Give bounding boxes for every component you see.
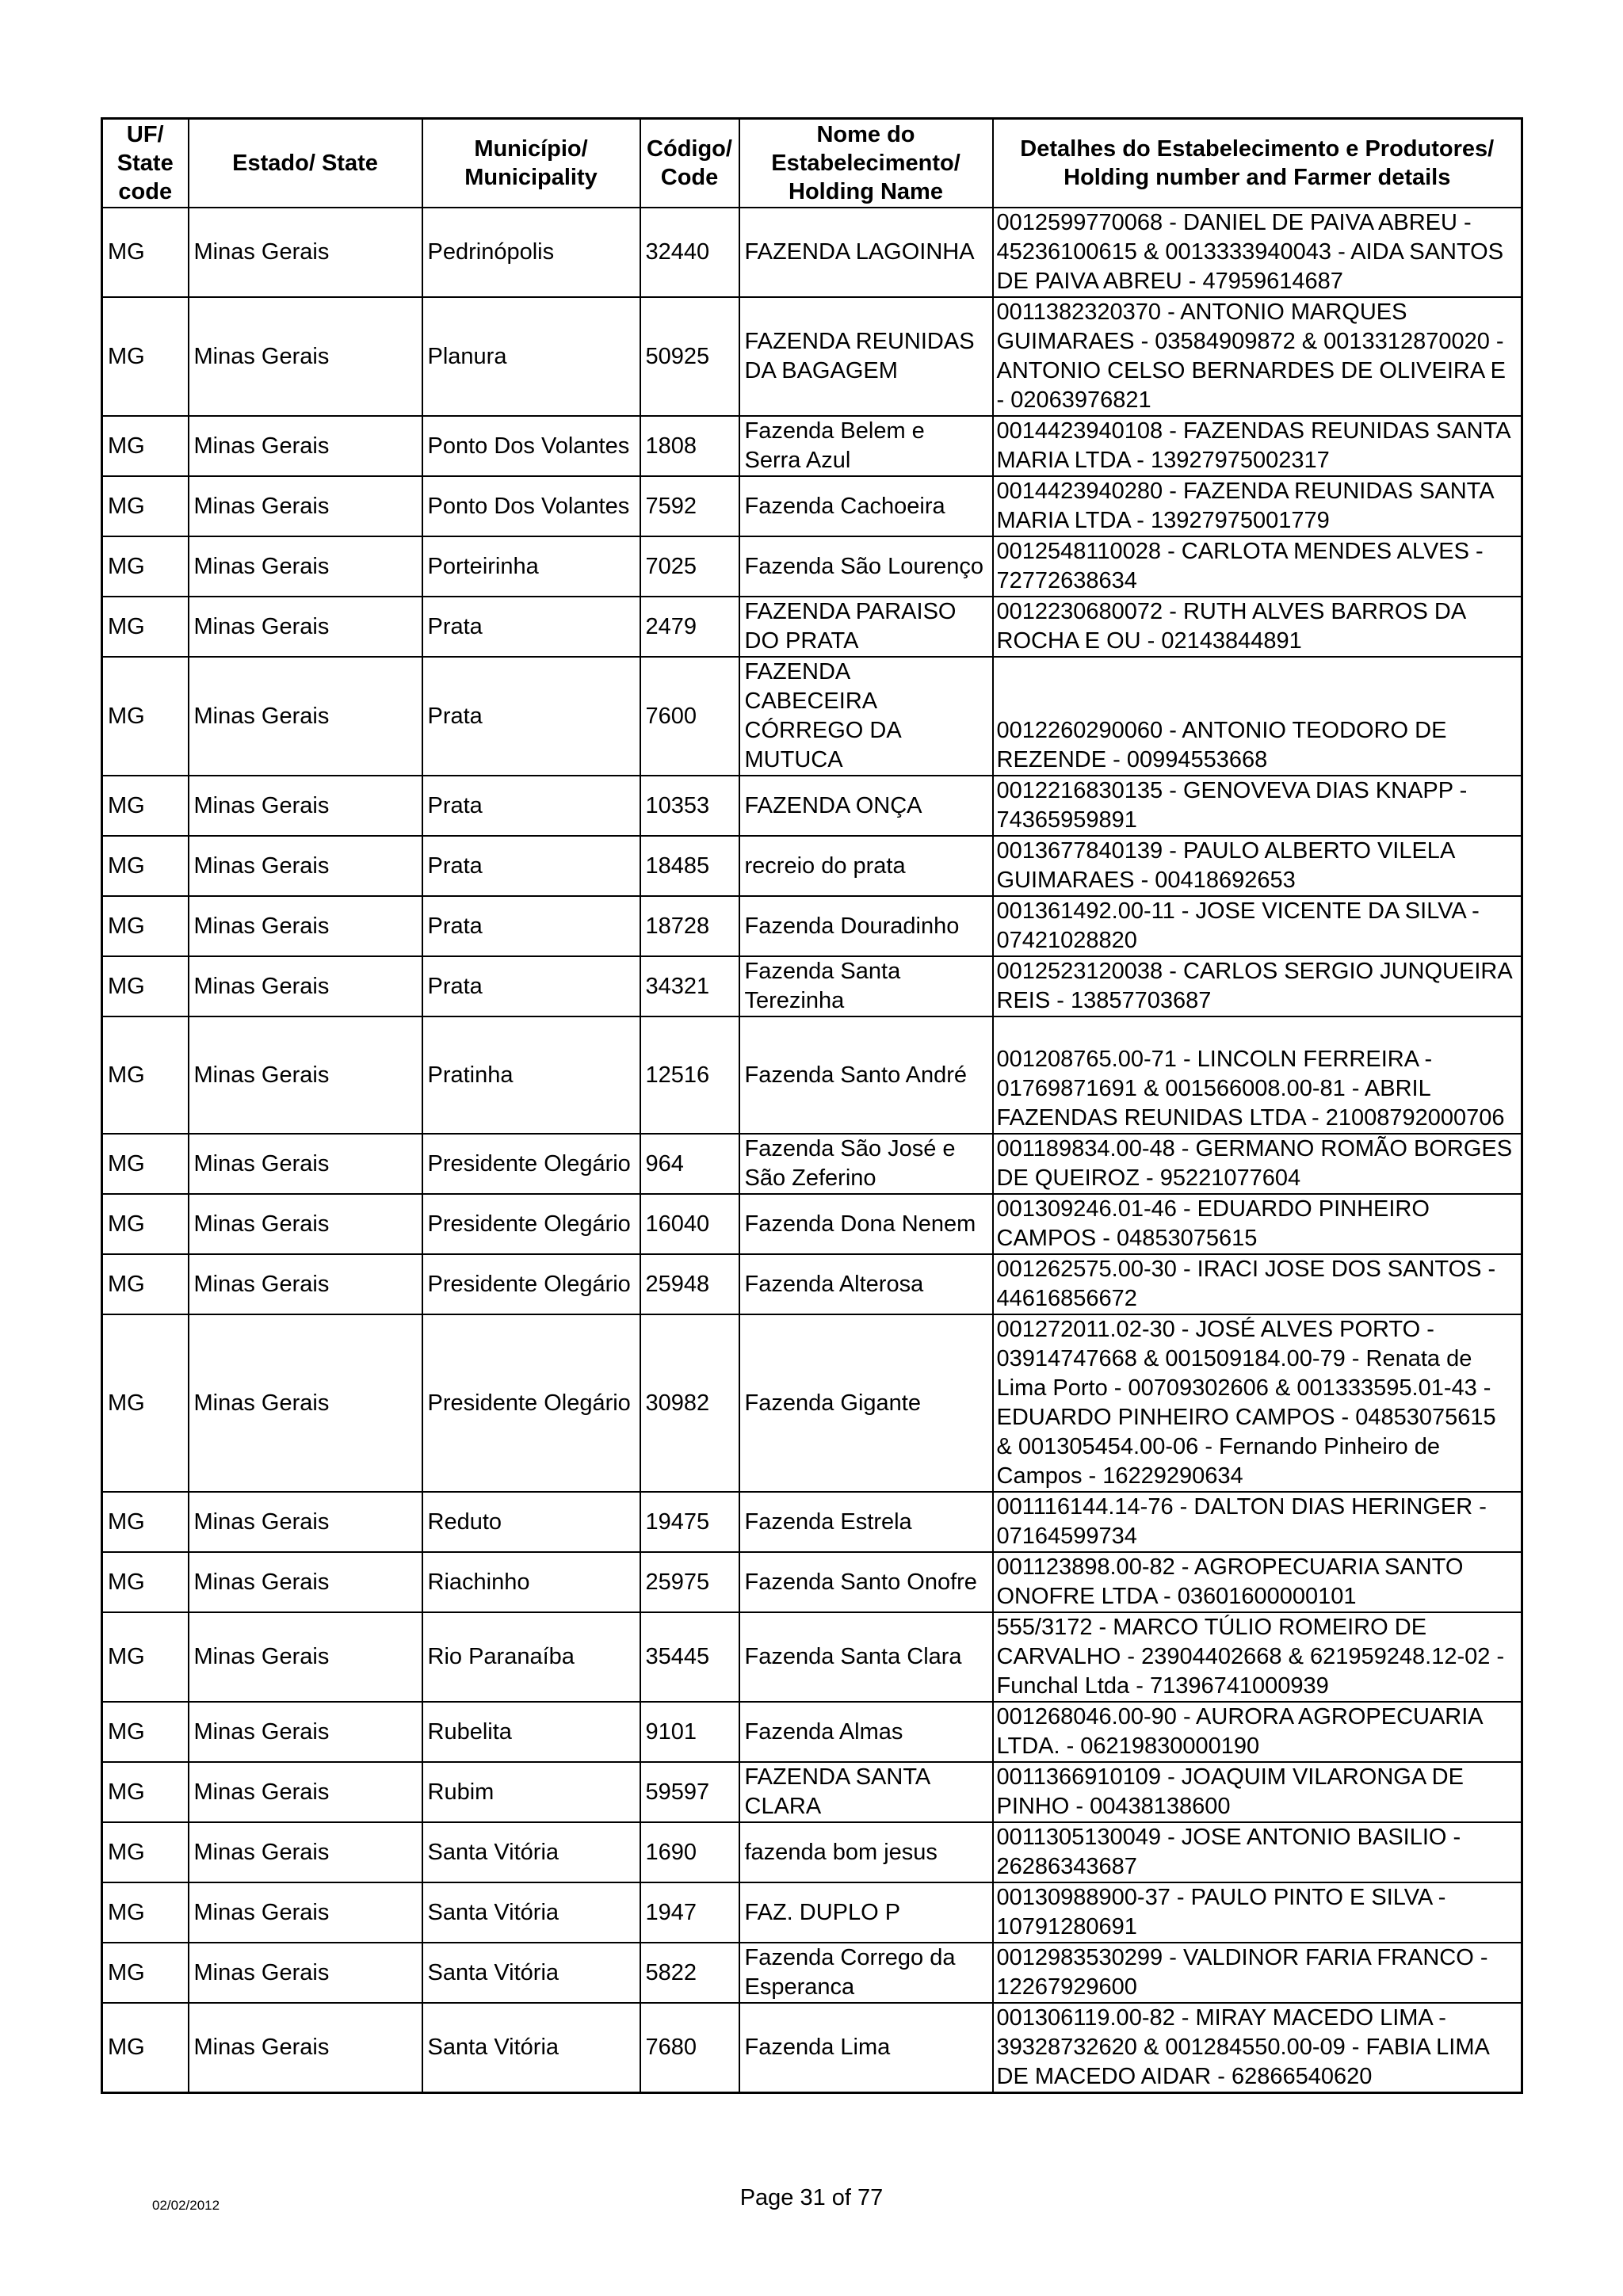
table-row [102, 896, 1522, 956]
table-row [102, 416, 1522, 476]
cell-estado: Minas Gerais [189, 1134, 422, 1194]
cell-nome: Fazenda Alterosa [739, 1254, 993, 1314]
cell-uf: MG [102, 1194, 189, 1254]
cell-nome: Fazenda Estrela [739, 1492, 993, 1552]
cell-estado: Minas Gerais [189, 208, 422, 297]
table-row [102, 1702, 1522, 1762]
table-row [102, 297, 1522, 416]
cell-uf: MG [102, 208, 189, 297]
cell-codigo: 1808 [640, 416, 739, 476]
footer-date: 02/02/2012 [152, 2198, 220, 2213]
cell-detalhes: 001268046.00-90 - AURORA AGROPECUARIA LTDA. - 06219830000190 [993, 1702, 1522, 1762]
cell-uf: MG [102, 1612, 189, 1702]
cell-nome: Fazenda Santo André [739, 1016, 993, 1134]
cell-municipio: Presidente Olegário [422, 1254, 640, 1314]
cell-codigo: 7025 [640, 536, 739, 597]
cell-detalhes: 0012216830135 - GENOVEVA DIAS KNAPP - 74365959891 [993, 776, 1522, 836]
cell-detalhes: 0013677840139 - PAULO ALBERTO VILELA GUIMARAES - 00418692653 [993, 836, 1522, 896]
header-municipio: Município/ Municipality [422, 119, 640, 208]
cell-municipio: Rubelita [422, 1702, 640, 1762]
cell-codigo: 25948 [640, 1254, 739, 1314]
header-estado: Estado/ State [189, 119, 422, 208]
cell-detalhes: 0012523120038 - CARLOS SERGIO JUNQUEIRA REIS - 13857703687 [993, 956, 1522, 1016]
cell-codigo: 25975 [640, 1552, 739, 1612]
cell-codigo: 18485 [640, 836, 739, 896]
table-row [102, 657, 1522, 776]
cell-estado: Minas Gerais [189, 476, 422, 536]
cell-municipio: Presidente Olegário [422, 1314, 640, 1492]
cell-nome: FAZENDA CABECEIRA CÓRREGO DA MUTUCA [739, 657, 993, 776]
cell-codigo: 7592 [640, 476, 739, 536]
cell-detalhes: 001189834.00-48 - GERMANO ROMÃO BORGES DE QUEIROZ - 95221077604 [993, 1134, 1522, 1194]
cell-codigo: 7680 [640, 2003, 739, 2093]
cell-municipio: Rubim [422, 1762, 640, 1822]
cell-municipio: Presidente Olegário [422, 1194, 640, 1254]
cell-detalhes: 0012548110028 - CARLOTA MENDES ALVES - 72772638634 [993, 536, 1522, 597]
cell-codigo: 1947 [640, 1882, 739, 1943]
cell-uf: MG [102, 1016, 189, 1134]
table-row [102, 1492, 1522, 1552]
cell-municipio: Riachinho [422, 1552, 640, 1612]
cell-municipio: Planura [422, 297, 640, 416]
cell-codigo: 30982 [640, 1314, 739, 1492]
cell-uf: MG [102, 1762, 189, 1822]
cell-detalhes: 0014423940108 - FAZENDAS REUNIDAS SANTA MARIA LTDA - 13927975002317 [993, 416, 1522, 476]
cell-uf: MG [102, 597, 189, 657]
cell-municipio: Santa Vitória [422, 1943, 640, 2003]
cell-municipio: Prata [422, 836, 640, 896]
cell-detalhes: 0014423940280 - FAZENDA REUNIDAS SANTA MARIA LTDA - 13927975001779 [993, 476, 1522, 536]
cell-uf: MG [102, 1314, 189, 1492]
cell-estado: Minas Gerais [189, 597, 422, 657]
header-nome: Nome do Estabelecimento/ Holding Name [739, 119, 993, 208]
cell-estado: Minas Gerais [189, 1492, 422, 1552]
cell-codigo: 16040 [640, 1194, 739, 1254]
table-row [102, 1194, 1522, 1254]
cell-nome: FAZENDA LAGOINHA [739, 208, 993, 297]
table-row [102, 1882, 1522, 1943]
cell-estado: Minas Gerais [189, 1882, 422, 1943]
cell-nome: Fazenda Santo Onofre [739, 1552, 993, 1612]
cell-municipio: Pedrinópolis [422, 208, 640, 297]
cell-detalhes: 0011305130049 - JOSE ANTONIO BASILIO - 26286343687 [993, 1822, 1522, 1882]
cell-nome: Fazenda Cachoeira [739, 476, 993, 536]
cell-nome: fazenda bom jesus [739, 1822, 993, 1882]
cell-uf: MG [102, 896, 189, 956]
table-row [102, 536, 1522, 597]
cell-nome: Fazenda Douradinho [739, 896, 993, 956]
cell-municipio: Ponto Dos Volantes [422, 476, 640, 536]
cell-detalhes: 001272011.02-30 - JOSÉ ALVES PORTO - 03914747668 & 001509184.00-79 - Renata de Lima Porto - 00709302606 & 001333595.01-43 - EDUARDO PINHEIRO CAMPOS - 04853075615 & 001305454.00-06 - Fernando Pinheiro de Campos - 16229290634 [993, 1314, 1522, 1492]
table-row [102, 2003, 1522, 2093]
cell-estado: Minas Gerais [189, 1612, 422, 1702]
cell-municipio: Prata [422, 597, 640, 657]
cell-estado: Minas Gerais [189, 2003, 422, 2093]
cell-codigo: 32440 [640, 208, 739, 297]
cell-municipio: Porteirinha [422, 536, 640, 597]
cell-codigo: 19475 [640, 1492, 739, 1552]
cell-codigo: 9101 [640, 1702, 739, 1762]
cell-detalhes: 001361492.00-11 - JOSE VICENTE DA SILVA - 07421028820 [993, 896, 1522, 956]
cell-estado: Minas Gerais [189, 776, 422, 836]
cell-uf: MG [102, 1254, 189, 1314]
table-row [102, 1314, 1522, 1492]
cell-codigo: 18728 [640, 896, 739, 956]
cell-uf: MG [102, 1882, 189, 1943]
cell-detalhes: 00130988900-37 - PAULO PINTO E SILVA - 10791280691 [993, 1882, 1522, 1943]
cell-codigo: 59597 [640, 1762, 739, 1822]
table-row [102, 1612, 1522, 1702]
holdings-table [101, 117, 1523, 2094]
cell-estado: Minas Gerais [189, 1552, 422, 1612]
cell-municipio: Prata [422, 776, 640, 836]
cell-estado: Minas Gerais [189, 657, 422, 776]
cell-estado: Minas Gerais [189, 416, 422, 476]
table-row [102, 776, 1522, 836]
table-row [102, 956, 1522, 1016]
cell-codigo: 1690 [640, 1822, 739, 1882]
table-row [102, 1016, 1522, 1134]
cell-estado: Minas Gerais [189, 1702, 422, 1762]
cell-codigo: 50925 [640, 297, 739, 416]
cell-nome: Fazenda Santa Clara [739, 1612, 993, 1702]
cell-uf: MG [102, 536, 189, 597]
cell-uf: MG [102, 836, 189, 896]
cell-detalhes: 555/3172 - MARCO TÚLIO ROMEIRO DE CARVALHO - 23904402668 & 621959248.12-02 - Funchal Ltda - 71396741000939 [993, 1612, 1522, 1702]
cell-estado: Minas Gerais [189, 1314, 422, 1492]
cell-nome: Fazenda Corrego da Esperanca [739, 1943, 993, 2003]
table-row [102, 208, 1522, 297]
cell-detalhes: 0012983530299 - VALDINOR FARIA FRANCO - 12267929600 [993, 1943, 1522, 2003]
cell-detalhes: 0012599770068 - DANIEL DE PAIVA ABREU - 45236100615 & 0013333940043 - AIDA SANTOS DE PAIVA ABREU - 47959614687 [993, 208, 1522, 297]
cell-nome: FAZENDA REUNIDAS DA BAGAGEM [739, 297, 993, 416]
cell-municipio: Prata [422, 896, 640, 956]
cell-uf: MG [102, 1943, 189, 2003]
cell-municipio: Santa Vitória [422, 1822, 640, 1882]
cell-municipio: Prata [422, 657, 640, 776]
cell-nome: Fazenda Almas [739, 1702, 993, 1762]
cell-detalhes: 0012260290060 - ANTONIO TEODORO DE REZENDE - 00994553668 [993, 657, 1522, 776]
table-row [102, 476, 1522, 536]
header-uf: UF/ State code [102, 119, 189, 208]
cell-estado: Minas Gerais [189, 1822, 422, 1882]
header-detalhes: Detalhes do Estabelecimento e Produtores/ Holding number and Farmer details [993, 119, 1522, 208]
cell-municipio: Pratinha [422, 1016, 640, 1134]
cell-municipio: Prata [422, 956, 640, 1016]
cell-estado: Minas Gerais [189, 1943, 422, 2003]
cell-detalhes: 001306119.00-82 - MIRAY MACEDO LIMA - 39328732620 & 001284550.00-09 - FABIA LIMA DE MACEDO AIDAR - 62866540620 [993, 2003, 1522, 2093]
cell-uf: MG [102, 1702, 189, 1762]
cell-estado: Minas Gerais [189, 956, 422, 1016]
cell-codigo: 7600 [640, 657, 739, 776]
cell-nome: Fazenda Dona Nenem [739, 1194, 993, 1254]
cell-detalhes: 001262575.00-30 - IRACI JOSE DOS SANTOS - 44616856672 [993, 1254, 1522, 1314]
cell-uf: MG [102, 1552, 189, 1612]
table-row [102, 1134, 1522, 1194]
table-row [102, 1943, 1522, 2003]
cell-nome: Fazenda Santa Terezinha [739, 956, 993, 1016]
cell-codigo: 10353 [640, 776, 739, 836]
cell-detalhes: 001123898.00-82 - AGROPECUARIA SANTO ONOFRE LTDA - 03601600000101 [993, 1552, 1522, 1612]
cell-estado: Minas Gerais [189, 536, 422, 597]
cell-codigo: 34321 [640, 956, 739, 1016]
cell-uf: MG [102, 2003, 189, 2093]
cell-nome: FAZENDA PARAISO DO PRATA [739, 597, 993, 657]
cell-nome: Fazenda São Lourenço [739, 536, 993, 597]
cell-detalhes: 001309246.01-46 - EDUARDO PINHEIRO CAMPOS - 04853075615 [993, 1194, 1522, 1254]
cell-uf: MG [102, 776, 189, 836]
cell-detalhes: 001116144.14-76 - DALTON DIAS HERINGER - 07164599734 [993, 1492, 1522, 1552]
cell-estado: Minas Gerais [189, 1016, 422, 1134]
cell-nome: Fazenda Gigante [739, 1314, 993, 1492]
cell-municipio: Ponto Dos Volantes [422, 416, 640, 476]
cell-municipio: Presidente Olegário [422, 1134, 640, 1194]
header-codigo: Código/ Code [640, 119, 739, 208]
cell-codigo: 12516 [640, 1016, 739, 1134]
cell-uf: MG [102, 297, 189, 416]
table-row [102, 1822, 1522, 1882]
cell-detalhes: 0012230680072 - RUTH ALVES BARROS DA ROCHA E OU - 02143844891 [993, 597, 1522, 657]
cell-estado: Minas Gerais [189, 1254, 422, 1314]
cell-detalhes: 0011366910109 - JOAQUIM VILARONGA DE PINHO - 00438138600 [993, 1762, 1522, 1822]
cell-municipio: Reduto [422, 1492, 640, 1552]
cell-municipio: Santa Vitória [422, 1882, 640, 1943]
table-row [102, 1552, 1522, 1612]
table-row [102, 1254, 1522, 1314]
table-body [102, 208, 1522, 2093]
cell-estado: Minas Gerais [189, 896, 422, 956]
table-row [102, 836, 1522, 896]
table-header-row [102, 119, 1522, 208]
page-number: Page 31 of 77 [739, 2185, 884, 2210]
cell-nome: FAZ. DUPLO P [739, 1882, 993, 1943]
cell-estado: Minas Gerais [189, 297, 422, 416]
cell-estado: Minas Gerais [189, 836, 422, 896]
cell-uf: MG [102, 1822, 189, 1882]
table-row [102, 1762, 1522, 1822]
cell-codigo: 964 [640, 1134, 739, 1194]
cell-municipio: Santa Vitória [422, 2003, 640, 2093]
cell-uf: MG [102, 416, 189, 476]
table-row [102, 597, 1522, 657]
cell-nome: Fazenda Lima [739, 2003, 993, 2093]
cell-nome: FAZENDA SANTA CLARA [739, 1762, 993, 1822]
cell-nome: FAZENDA ONÇA [739, 776, 993, 836]
cell-nome: recreio do prata [739, 836, 993, 896]
cell-detalhes: 001208765.00-71 - LINCOLN FERREIRA - 01769871691 & 001566008.00-81 - ABRIL FAZENDAS REUNIDAS LTDA - 21008792000706 [993, 1016, 1522, 1134]
cell-nome: Fazenda São José e São Zeferino [739, 1134, 993, 1194]
cell-detalhes: 0011382320370 - ANTONIO MARQUES GUIMARAES - 03584909872 & 0013312870020 - ANTONIO CELSO BERNARDES DE OLIVEIRA E - 02063976821 [993, 297, 1522, 416]
cell-codigo: 2479 [640, 597, 739, 657]
cell-estado: Minas Gerais [189, 1194, 422, 1254]
cell-municipio: Rio Paranaíba [422, 1612, 640, 1702]
cell-codigo: 5822 [640, 1943, 739, 2003]
cell-uf: MG [102, 1134, 189, 1194]
cell-uf: MG [102, 657, 189, 776]
cell-estado: Minas Gerais [189, 1762, 422, 1822]
cell-uf: MG [102, 956, 189, 1016]
cell-codigo: 35445 [640, 1612, 739, 1702]
cell-uf: MG [102, 476, 189, 536]
cell-uf: MG [102, 1492, 189, 1552]
cell-nome: Fazenda Belem e Serra Azul [739, 416, 993, 476]
